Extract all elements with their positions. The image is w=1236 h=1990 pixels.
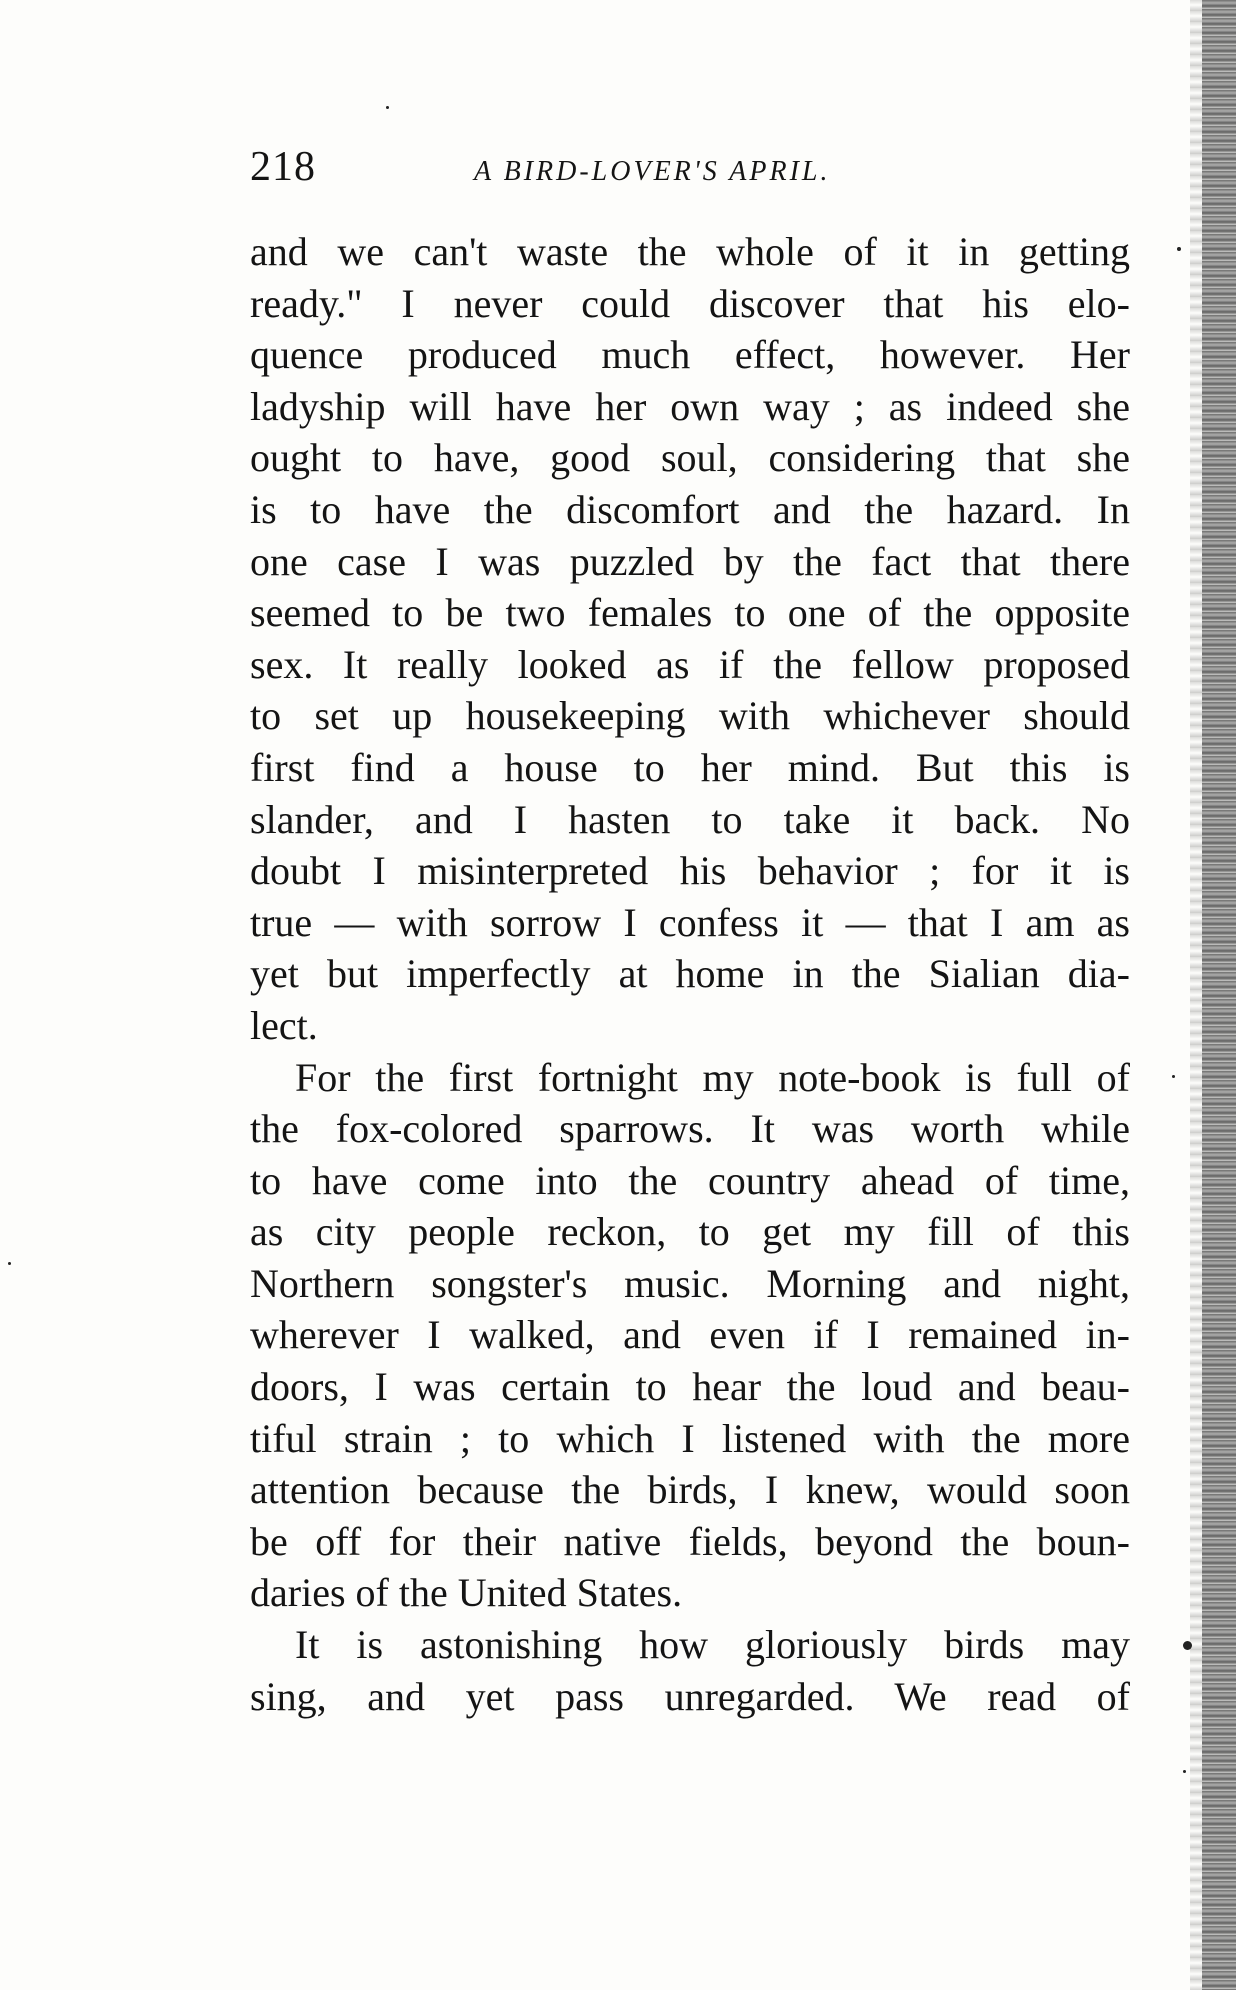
- text-line: ladyship will have her own way ; as indeed she: [250, 383, 1130, 429]
- text-line: ought to have, good soul, considering that she: [250, 435, 1130, 481]
- text-line: as city people reckon, to get my fill of this: [250, 1209, 1130, 1255]
- text-line: first find a house to her mind. But this is: [250, 744, 1130, 790]
- binding-edge: [1202, 0, 1236, 1990]
- text-line: doubt I misinterpreted his behavior ; for it is: [250, 848, 1130, 894]
- text-line: is to have the discomfort and the hazard. In: [250, 486, 1130, 532]
- text-line: to have come into the country ahead of time,: [250, 1157, 1130, 1203]
- text-line: sing, and yet pass unregarded. We read of: [250, 1673, 1130, 1719]
- scan-speck: [1183, 1770, 1186, 1773]
- text-line: For the first fortnight my note-book is full of: [295, 1054, 1130, 1100]
- text-line: Northern songster's music. Morning and night,: [250, 1260, 1130, 1306]
- text-line: be off for their native fields, beyond the boun-: [250, 1518, 1130, 1564]
- text-line: the fox-colored sparrows. It was worth while: [250, 1106, 1130, 1152]
- text-line: one case I was puzzled by the fact that there: [250, 538, 1130, 584]
- running-title: A BIRD-LOVER'S APRIL.: [474, 156, 831, 187]
- page-number: 218: [250, 144, 316, 190]
- text-line: quence produced much effect, however. Her: [250, 332, 1130, 378]
- text-line: lect.: [250, 1002, 318, 1048]
- text-line: tiful strain ; to which I listened with the more: [250, 1415, 1130, 1461]
- text-line: and we can't waste the whole of it in getting: [250, 229, 1130, 274]
- scan-speck: [1172, 1075, 1175, 1078]
- scan-speck: [386, 106, 389, 109]
- text-line: true — with sorrow I confess it — that I am as: [250, 899, 1130, 945]
- text-line: sex. It really looked as if the fellow proposed: [250, 641, 1130, 687]
- text-line: wherever I walked, and even if I remained in-: [250, 1312, 1130, 1358]
- binding-shadow: [1190, 0, 1202, 1990]
- text-line: seemed to be two females to one of the opposite: [250, 590, 1130, 636]
- text-line: attention because the birds, I knew, would soon: [250, 1467, 1130, 1513]
- text-line: to set up housekeeping with whichever should: [250, 693, 1130, 739]
- running-head: [250, 143, 1130, 193]
- text-line: ready." I never could discover that his elo-: [250, 280, 1130, 326]
- text-line: doors, I was certain to hear the loud and beau-: [250, 1364, 1130, 1410]
- text-line: yet but imperfectly at home in the Sialian dia-: [250, 951, 1130, 997]
- scan-speck: [1183, 1641, 1192, 1650]
- scan-speck: [1177, 247, 1181, 251]
- scan-speck: [8, 1262, 11, 1265]
- text-line: daries of the United States.: [250, 1570, 683, 1616]
- text-line: slander, and I hasten to take it back. No: [250, 796, 1130, 842]
- body-text: [250, 226, 1130, 1722]
- text-line: It is astonishing how gloriously birds may: [295, 1622, 1130, 1668]
